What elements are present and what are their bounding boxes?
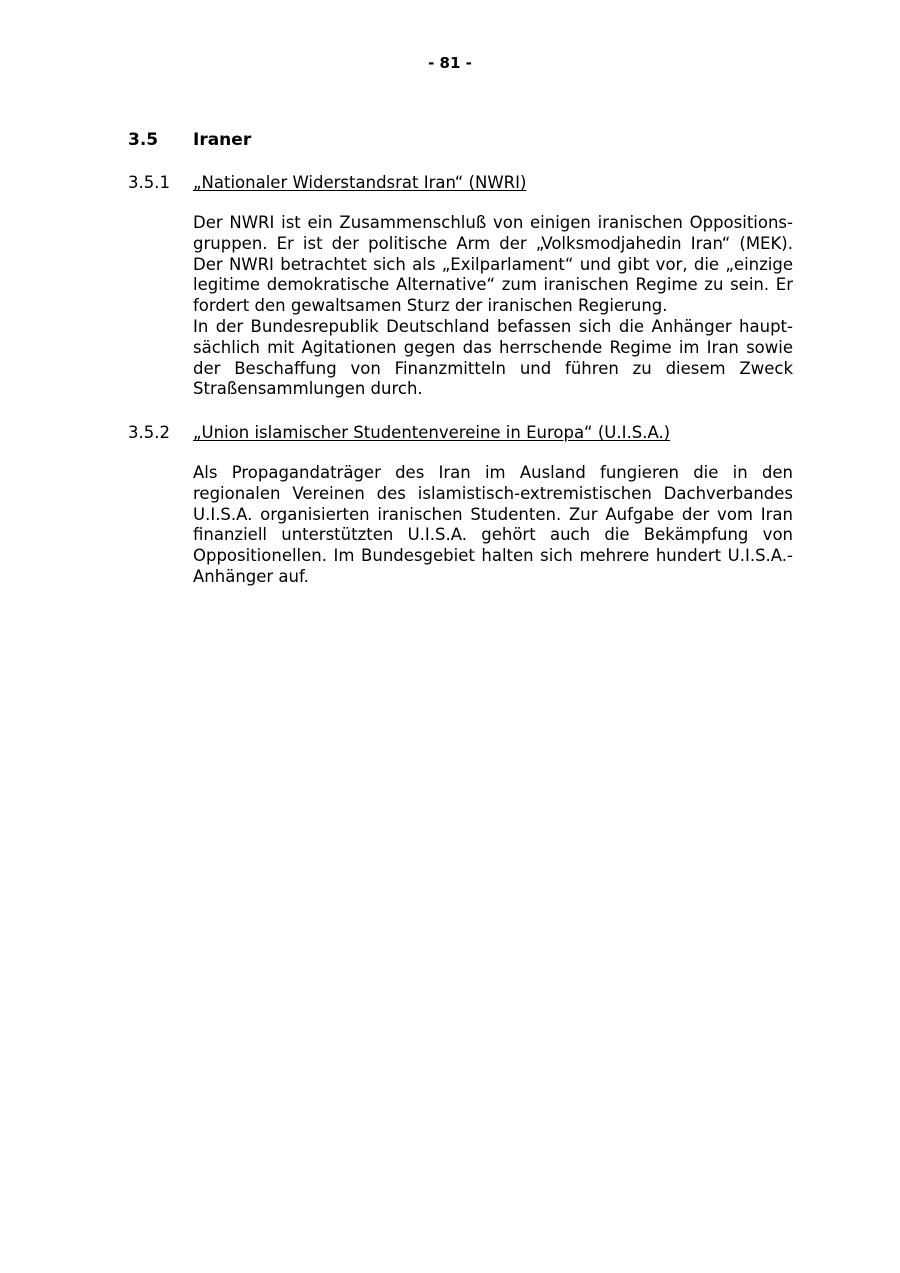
subsection-heading-uisa — [128, 423, 828, 445]
section-number: 3.5 — [128, 130, 159, 150]
paragraph: Als Propagandaträger des Iran im Ausland fungieren die in den regionalen Vereinen des islamistisch-extremistischen Dachverbandes U.I.S.A. organisierten iranischen Studenten. Zur Aufgabe der vom Iran finanziell unterstützten U.I.S.A. gehört auch die Bekämpfung von Oppositionellen. Im Bundesgebiet halten sich mehrere hundert U.I.S.A.-Anhänger auf. — [193, 463, 793, 586]
subsection-number: 3.5.2 — [128, 423, 170, 442]
subsection-body-uisa — [193, 463, 793, 588]
subsection-title: „Union islamischer Studentenvereine in Europa“ (U.I.S.A.) — [193, 423, 671, 442]
subsection-body-nwri — [193, 213, 793, 400]
section-title: Iraner — [193, 130, 252, 150]
subsection-title: „Nationaler Widerstandsrat Iran“ (NWRI) — [193, 173, 527, 192]
subsection-heading-nwri — [128, 173, 828, 195]
paragraph: In der Bundesrepublik Deutschland befassen sich die Anhänger hauptsächlich mit Agitationen gegen das herrschende Regime im Iran sowie der Beschaffung von Finanzmitteln und führen zu diesem Zweck Straßensammlungen durch. — [193, 316, 793, 399]
subsection-number: 3.5.1 — [128, 173, 170, 192]
paragraph: Der NWRI ist ein Zusammenschluß von einigen iranischen Oppositionsgruppen. Er ist der politische Arm der „Volksmodjahedin Iran“ (MEK). Der NWRI betrachtet sich als „Exilparlament“ und gibt vor, die „einzige legitime demokratische Alternative“ zum iranischen Regime zu sein. Er fordert den gewaltsamen Sturz der iranischen Regierung. — [193, 213, 793, 316]
page-number: - 81 - — [428, 54, 472, 72]
